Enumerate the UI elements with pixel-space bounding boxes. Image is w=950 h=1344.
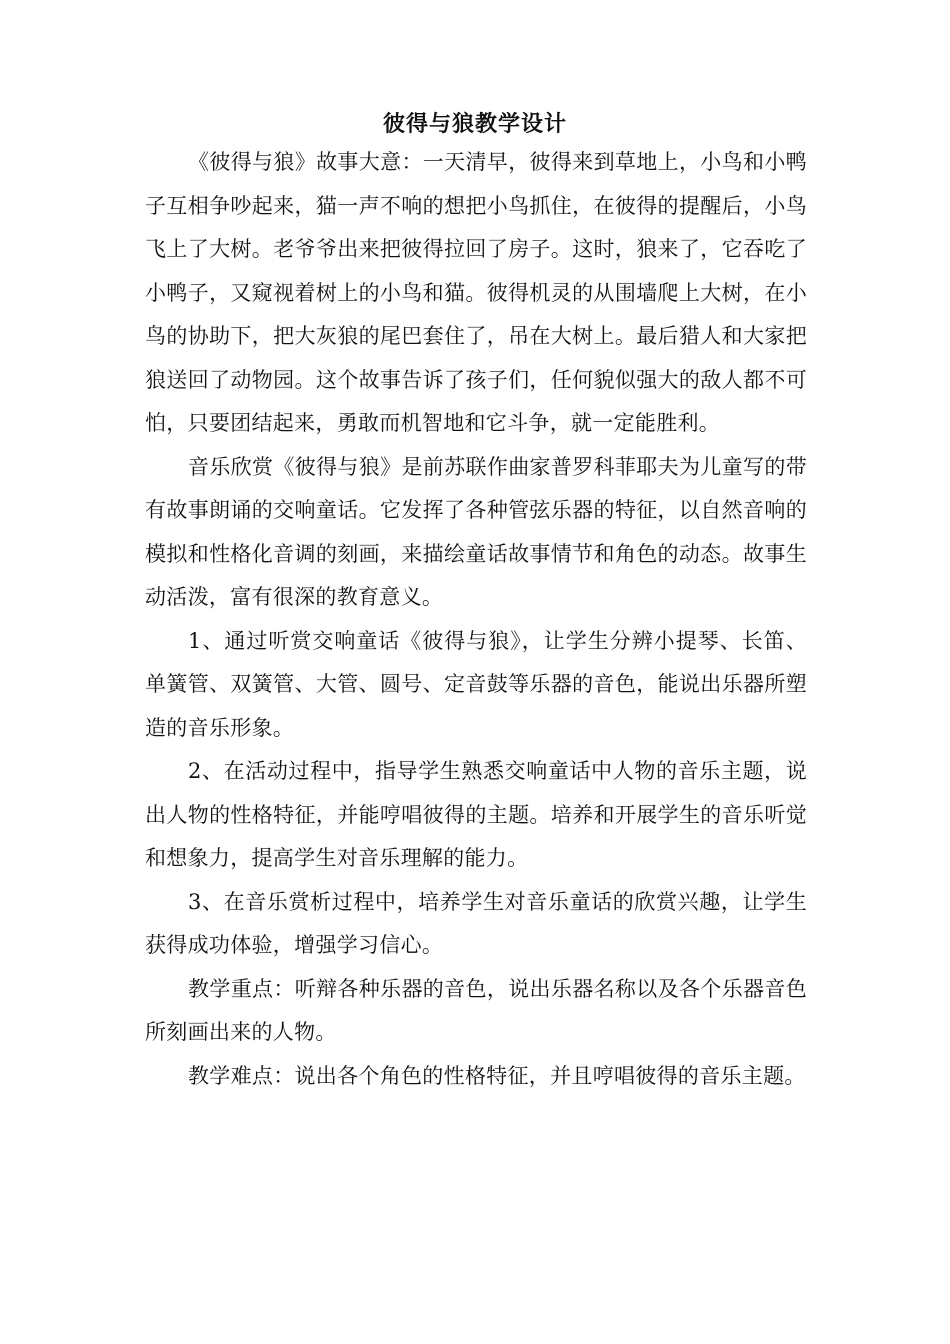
paragraph-story-summary: 《彼得与狼》故事大意：一天清早，彼得来到草地上，小鸟和小鸭子互相争吵起来，猫一声不响的想把小鸟抓住，在彼得的提醒后，小鸟飞上了大树。老爷爷出来把彼得拉回了房子。这时，狼来了，它吞吃了小鸭子，又窥视着树上的小鸟和猫。彼得机灵的从围墙爬上大树，在小鸟的协助下，把大灰狼的尾巴套住了，吊在大树上。最后猎人和大家把狼送回了动物园。这个故事告诉了孩子们，任何貌似强大的敌人都不可怕，只要团结起来，勇敢而机智地和它斗争，就一定能胜利。: [145, 150, 807, 435]
paragraph-objective-3: 3、在音乐赏析过程中，培养学生对音乐童话的欣赏兴趣，让学生获得成功体验，增强学习信心。: [145, 889, 807, 957]
paragraph-difficult-points: 教学难点：说出各个角色的性格特征，并且哼唱彼得的音乐主题。: [188, 1063, 806, 1088]
document-title: 彼得与狼教学设计: [382, 110, 567, 137]
paragraph-music-appreciation: 音乐欣赏《彼得与狼》是前苏联作曲家普罗科菲耶夫为儿童写的带有故事朗诵的交响童话。它发挥了各种管弦乐器的特征，以自然音响的模拟和性格化音调的刻画，来描绘童话故事情节和角色的动态。故事生动活泼，富有很深的教育意义。: [145, 454, 807, 609]
paragraph-objective-2: 2、在活动过程中，指导学生熟悉交响童话中人物的音乐主题，说出人物的性格特征，并能哼唱彼得的主题。培养和开展学生的音乐听觉和想象力，提高学生对音乐理解的能力。: [145, 759, 807, 870]
paragraph-objective-1: 1、通过听赏交响童话《彼得与狼》，让学生分辨小提琴、长笛、单簧管、双簧管、大管、圆号、定音鼓等乐器的音色，能说出乐器所塑造的音乐形象。: [145, 628, 807, 740]
document-body: [145, 141, 807, 1098]
paragraph-key-points: 教学重点：听辩各种乐器的音色，说出乐器名称以及各个乐器音色所刻画出来的人物。: [145, 976, 807, 1044]
